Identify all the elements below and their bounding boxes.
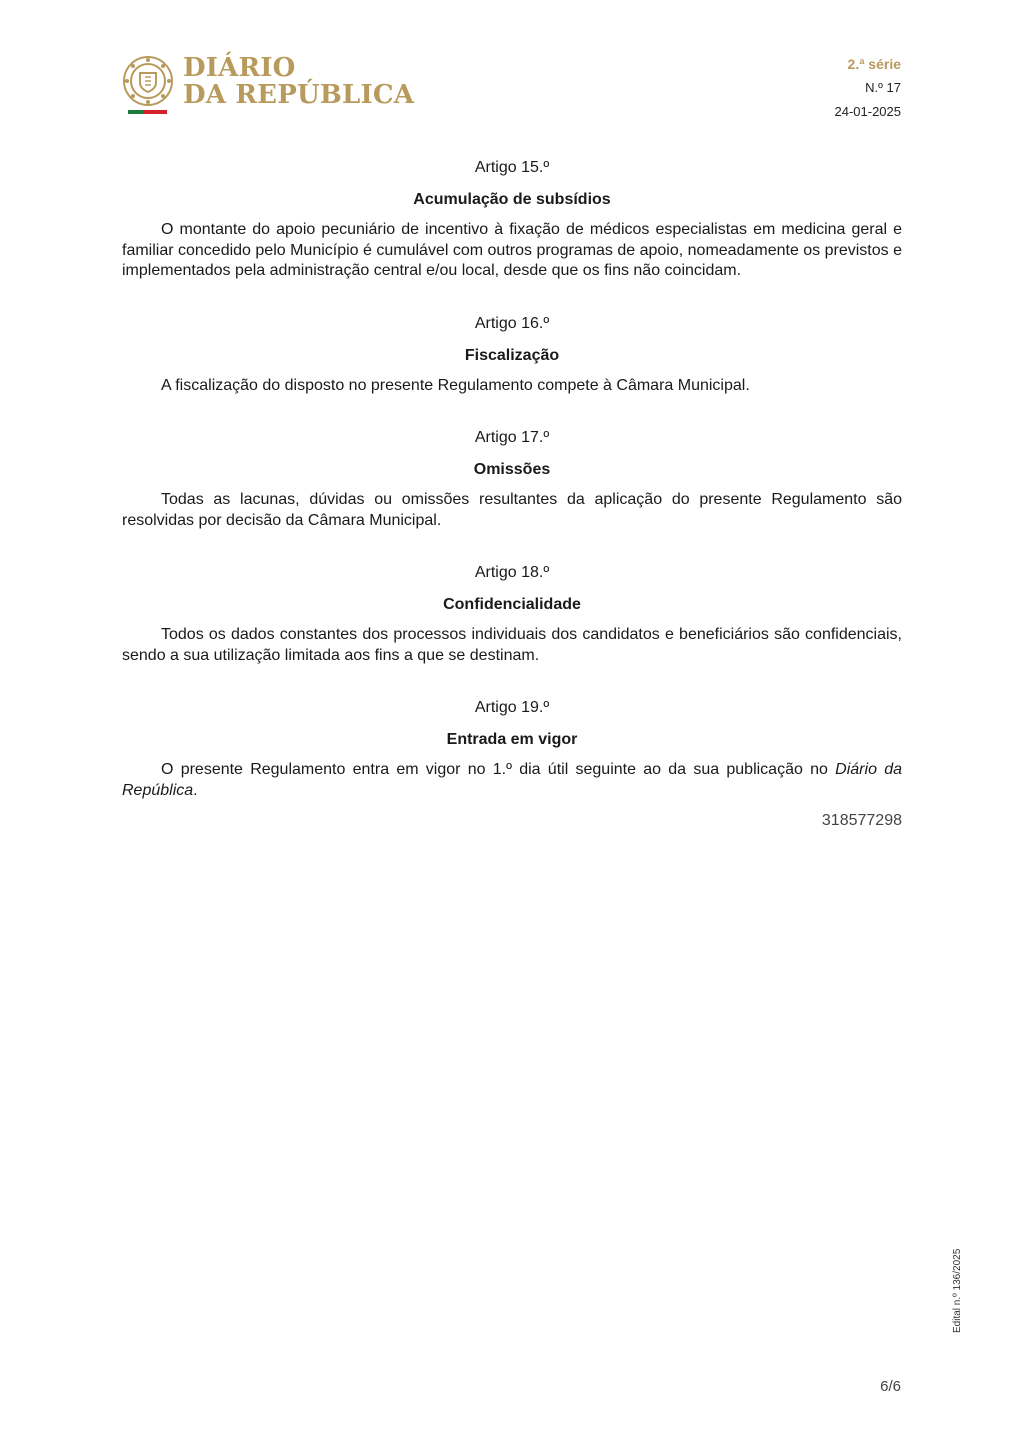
side-note bbox=[951, 1228, 965, 1333]
article-16 bbox=[122, 311, 902, 397]
issue-metadata bbox=[835, 52, 902, 124]
article-title: Confidencialidade bbox=[443, 596, 581, 613]
reference-number: 318577298 bbox=[821, 812, 902, 829]
article-title: Acumulação de subsídios bbox=[413, 191, 611, 208]
flag-green-stripe bbox=[128, 110, 143, 114]
publication-name: Diário da República bbox=[122, 761, 903, 799]
article-number: Artigo 16.º bbox=[474, 314, 550, 332]
article-17 bbox=[122, 425, 902, 531]
flag-color-bar bbox=[128, 110, 167, 114]
article-title: Fiscalização bbox=[464, 346, 560, 364]
edital-label: Edital n.º 136/2025 bbox=[952, 1248, 963, 1333]
article-title: Entrada em vigor bbox=[446, 731, 578, 748]
article-text: Todos os dados constantes dos processos individuais dos candidatos e beneficiários são confidenciais, sendo a sua utilização limitada aos fins a que se destinam. bbox=[122, 626, 902, 664]
article-title: Omissões bbox=[473, 461, 551, 478]
masthead-line-1: DIÁRIO bbox=[183, 53, 296, 83]
article-number: Artigo 15.º bbox=[474, 159, 550, 176]
article-19 bbox=[122, 695, 902, 832]
issue-number: N.º 17 bbox=[865, 80, 901, 95]
coat-of-arms-emblem-icon bbox=[121, 54, 175, 108]
article-number: Artigo 17.º bbox=[474, 429, 550, 446]
article-text-before: O presente Regulamento entra em vigor no 1.º dia útil seguinte ao da sua publicação no bbox=[161, 761, 836, 778]
document-body bbox=[122, 155, 902, 832]
article-number: Artigo 19.º bbox=[474, 699, 550, 716]
series-label: 2.ª série bbox=[847, 56, 901, 72]
article-15 bbox=[122, 155, 902, 282]
masthead-line-2: DA REPÚBLICA bbox=[183, 80, 415, 110]
article-text bbox=[122, 760, 902, 801]
article-text: A fiscalização do disposto no presente Regulamento compete à Câmara Municipal. bbox=[161, 376, 750, 394]
masthead-title bbox=[183, 55, 414, 109]
diario-republica-logo bbox=[121, 54, 421, 118]
publication-date: 24-01-2025 bbox=[834, 104, 901, 119]
article-text: Todas as lacunas, dúvidas ou omissões resultantes da aplicação do presente Regulamento são resolvidas por decisão da Câmara Municipal. bbox=[122, 491, 902, 529]
article-text-after: . bbox=[193, 781, 198, 799]
page-number: 6/6 bbox=[880, 1378, 901, 1395]
flag-red-stripe bbox=[143, 110, 167, 114]
article-text: O montante do apoio pecuniário de incentivo à fixação de médicos especialistas em medicina geral e familiar concedido pelo Município é cumulável com outros programas de apoio, nomeadamente os previstos e implementados pela administração central e/ou local, desde que os fins não coincidam. bbox=[122, 221, 902, 279]
article-18 bbox=[122, 560, 902, 666]
article-number: Artigo 18.º bbox=[474, 564, 550, 581]
